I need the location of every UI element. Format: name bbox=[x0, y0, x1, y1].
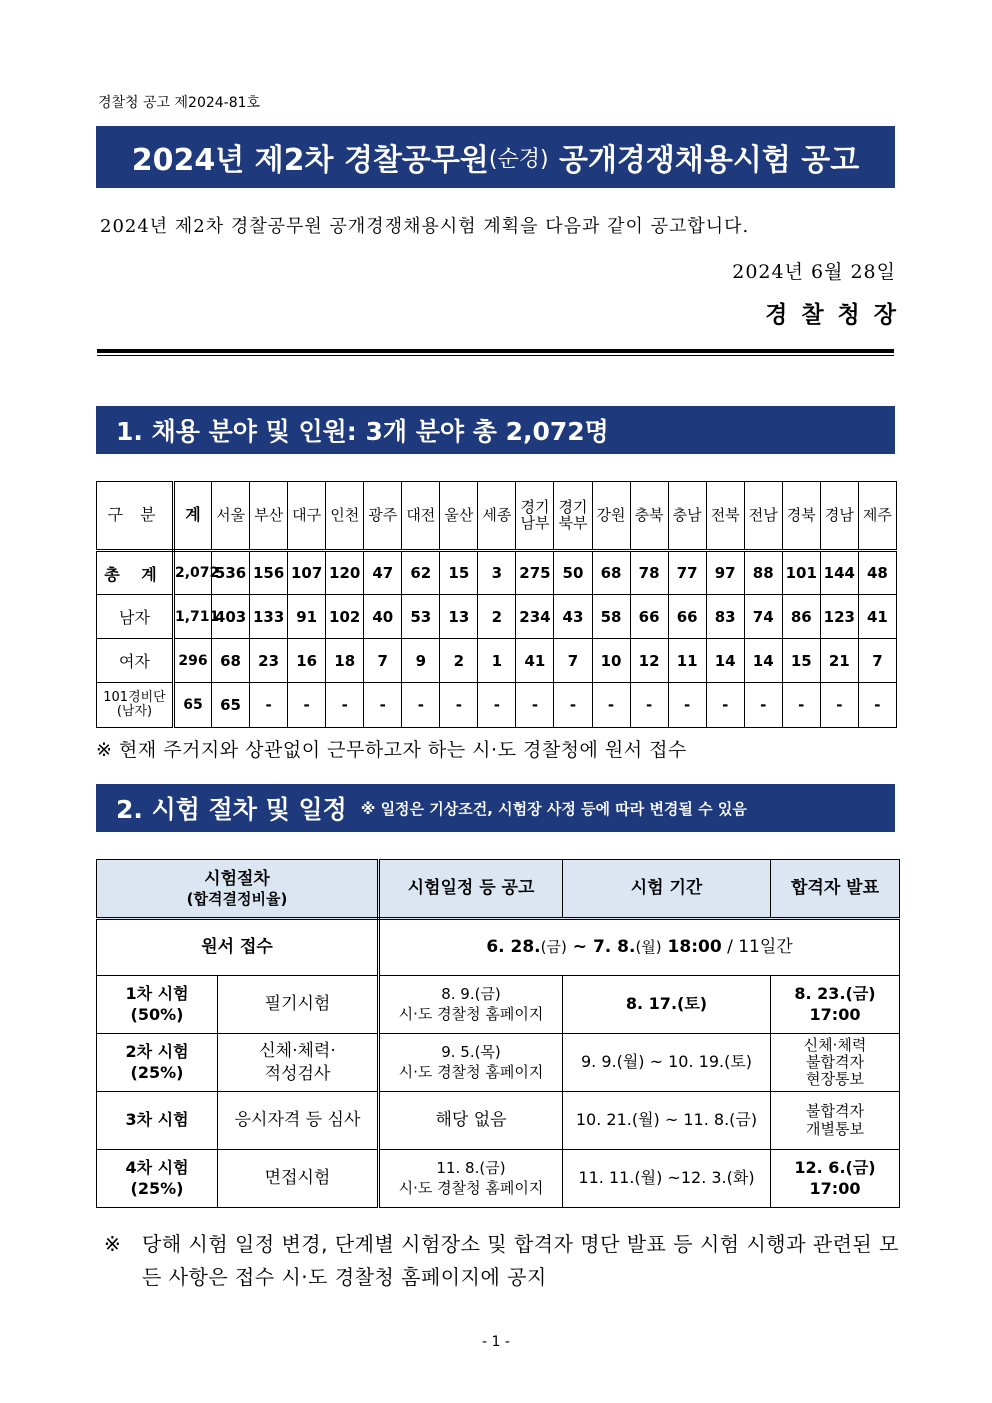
table-cell: 91 bbox=[288, 595, 326, 639]
schedule-table bbox=[96, 859, 900, 1208]
title-main-a: 2024년 제2차 경찰공무원 bbox=[131, 143, 489, 178]
table-cell: 16 bbox=[288, 639, 326, 683]
stage-label: 4차 시험 bbox=[125, 1157, 189, 1177]
table-cell: - bbox=[288, 683, 326, 728]
header-announce: 시험일정 등 공고 bbox=[379, 860, 563, 919]
stage-label: 1차 시험 bbox=[125, 983, 189, 1003]
table-cell: 65 bbox=[212, 683, 250, 728]
table-cell: 18 bbox=[326, 639, 364, 683]
table-cell: - bbox=[858, 683, 896, 728]
page-title bbox=[96, 126, 895, 188]
section1-note: ※ 현재 주거지와 상관없이 근무하고자 하는 시·도 경찰청에 원서 접수 bbox=[96, 739, 687, 761]
divider-thick bbox=[97, 349, 894, 353]
header-cell: 인천 bbox=[326, 482, 364, 551]
table-cell: - bbox=[554, 683, 592, 728]
stage-name: 응시자격 등 심사 bbox=[218, 1092, 379, 1150]
note-body: 당해 시험 일정 변경, 단계별 시험장소 및 합격자 명단 발표 등 시험 시행과 관련된 모든 사항은 접수 시·도 경찰청 홈페이지에 공지 bbox=[142, 1232, 899, 1289]
row-label: 총 계 bbox=[97, 551, 174, 595]
app-tilde: ~ bbox=[566, 937, 593, 958]
intro-text: 2024년 제2차 경찰공무원 공개경쟁채용시험 계획을 다음과 같이 공고합니다. bbox=[100, 216, 750, 237]
result-cell bbox=[771, 976, 900, 1034]
announce-cell bbox=[379, 1034, 563, 1092]
header-cell: 계 bbox=[174, 482, 212, 551]
section2-note bbox=[104, 1228, 902, 1294]
table-cell: 275 bbox=[516, 551, 554, 595]
table-cell: 21 bbox=[820, 639, 858, 683]
stage-ratio: (25%) bbox=[130, 1062, 184, 1082]
table-cell: 133 bbox=[250, 595, 288, 639]
table-cell: - bbox=[440, 683, 478, 728]
table-cell: 3 bbox=[478, 551, 516, 595]
header-cell: 서울 bbox=[212, 482, 250, 551]
table-cell: 144 bbox=[820, 551, 858, 595]
table-cell: 74 bbox=[744, 595, 782, 639]
stage-cell bbox=[97, 1092, 218, 1150]
table-cell: 12 bbox=[630, 639, 668, 683]
table-cell: 11 bbox=[668, 639, 706, 683]
header-cell: 전북 bbox=[706, 482, 744, 551]
announce-where: 시·도 경찰청 홈페이지 bbox=[398, 1004, 544, 1023]
table-cell: 50 bbox=[554, 551, 592, 595]
header-cell: 경북 bbox=[782, 482, 820, 551]
table-cell: 68 bbox=[592, 551, 630, 595]
stage-name: 면접시험 bbox=[218, 1150, 379, 1208]
table-cell: - bbox=[250, 683, 288, 728]
table-cell: 40 bbox=[364, 595, 402, 639]
stage-ratio: (50%) bbox=[130, 1004, 184, 1024]
table-cell: 78 bbox=[630, 551, 668, 595]
header-cell: 대구 bbox=[288, 482, 326, 551]
period-cell: 9. 9.(월) ~ 10. 19.(토) bbox=[563, 1034, 771, 1092]
table-cell: 7 bbox=[554, 639, 592, 683]
table-cell: 15 bbox=[440, 551, 478, 595]
table-cell: - bbox=[706, 683, 744, 728]
section1-heading: 1. 채용 분야 및 인원: 3개 분야 총 2,072명 bbox=[96, 406, 895, 454]
table-cell: 68 bbox=[212, 639, 250, 683]
section2-heading bbox=[96, 784, 895, 832]
table-cell: 83 bbox=[706, 595, 744, 639]
announce-date: 11. 8.(금) bbox=[436, 1159, 506, 1177]
table-cell: - bbox=[630, 683, 668, 728]
app-day-a: (금) bbox=[540, 938, 567, 957]
table-cell: 14 bbox=[706, 639, 744, 683]
table-cell: - bbox=[326, 683, 364, 728]
stage-ratio: (25%) bbox=[130, 1178, 184, 1198]
recruitment-table bbox=[96, 481, 897, 728]
table-cell: 156 bbox=[250, 551, 288, 595]
announce-date: 해당 없음 bbox=[435, 1110, 507, 1131]
section2-title: 2. 시험 절차 및 일정 bbox=[116, 795, 347, 824]
table-cell: 1,711 bbox=[174, 595, 212, 639]
row-label: 남자 bbox=[97, 595, 174, 639]
table-cell: 1 bbox=[478, 639, 516, 683]
table-cell: - bbox=[364, 683, 402, 728]
result-cell bbox=[771, 1150, 900, 1208]
header-cell: 강원 bbox=[592, 482, 630, 551]
header-cell: 충남 bbox=[668, 482, 706, 551]
signer: 경찰청장 bbox=[765, 301, 910, 328]
table-cell: 14 bbox=[744, 639, 782, 683]
table-cell: 43 bbox=[554, 595, 592, 639]
app-time: 18:00 bbox=[661, 937, 722, 958]
title-main-b: 공개경쟁채용시험 공고 bbox=[548, 143, 860, 178]
result-line1: 신체·체력 불합격자 현장통보 bbox=[803, 1035, 867, 1089]
stage-cell bbox=[97, 1034, 218, 1092]
notice-number: 경찰청 공고 제2024-81호 bbox=[98, 95, 261, 111]
stage-name: 필기시험 bbox=[218, 976, 379, 1034]
table-cell: 15 bbox=[782, 639, 820, 683]
title-paren: (순경) bbox=[488, 146, 549, 172]
table-cell: - bbox=[820, 683, 858, 728]
table-cell: 102 bbox=[326, 595, 364, 639]
header-procedure bbox=[97, 860, 379, 919]
stage-cell bbox=[97, 976, 218, 1034]
result-line1: 12. 6.(금) bbox=[794, 1157, 876, 1177]
row-label: 101경비단 (남자) bbox=[97, 683, 174, 728]
result-line2: 17:00 bbox=[809, 1004, 861, 1024]
table-cell: 403 bbox=[212, 595, 250, 639]
result-line1: 8. 23.(금) bbox=[794, 983, 876, 1003]
header-procedure-line2: (합격결정비율) bbox=[186, 889, 288, 908]
table-cell: 48 bbox=[858, 551, 896, 595]
table-cell: 107 bbox=[288, 551, 326, 595]
note-mark: ※ bbox=[104, 1232, 122, 1256]
table-cell: 120 bbox=[326, 551, 364, 595]
app-duration: / 11일간 bbox=[721, 937, 793, 958]
table-cell: 86 bbox=[782, 595, 820, 639]
app-date-b: 7. 8. bbox=[592, 937, 636, 958]
period-cell: 10. 21.(월) ~ 11. 8.(금) bbox=[563, 1092, 771, 1150]
table-cell: 66 bbox=[668, 595, 706, 639]
table-cell: - bbox=[516, 683, 554, 728]
divider-thin bbox=[97, 355, 894, 356]
table-cell: 101 bbox=[782, 551, 820, 595]
header-cell: 경기 북부 bbox=[554, 482, 592, 551]
table-cell: 2,072 bbox=[174, 551, 212, 595]
table-cell: - bbox=[592, 683, 630, 728]
app-date-a: 6. 28. bbox=[486, 937, 541, 958]
period-cell: 8. 17.(토) bbox=[563, 976, 771, 1034]
table-cell: 88 bbox=[744, 551, 782, 595]
table-cell: - bbox=[782, 683, 820, 728]
result-line2: 17:00 bbox=[809, 1178, 861, 1198]
stage-label: 2차 시험 bbox=[125, 1041, 189, 1061]
table-cell: 2 bbox=[440, 639, 478, 683]
table-cell: 234 bbox=[516, 595, 554, 639]
header-cell: 전남 bbox=[744, 482, 782, 551]
table-cell: 13 bbox=[440, 595, 478, 639]
header-cell: 제주 bbox=[858, 482, 896, 551]
table-cell: 41 bbox=[858, 595, 896, 639]
result-line1: 불합격자 개별통보 bbox=[806, 1102, 864, 1138]
stage-name: 신체·체력· 적성검사 bbox=[218, 1034, 379, 1092]
header-procedure-line1: 시험절차 bbox=[204, 868, 270, 889]
stage-label: 3차 시험 bbox=[125, 1110, 189, 1130]
table-cell: - bbox=[478, 683, 516, 728]
table-cell: 10 bbox=[592, 639, 630, 683]
table-cell: 9 bbox=[402, 639, 440, 683]
app-day-b: (월) bbox=[635, 938, 662, 957]
header-cell: 울산 bbox=[440, 482, 478, 551]
table-cell: 53 bbox=[402, 595, 440, 639]
announce-cell bbox=[379, 1092, 563, 1150]
application-label: 원서 접수 bbox=[97, 919, 379, 976]
header-cell: 경남 bbox=[820, 482, 858, 551]
announcement-date: 2024년 6월 28일 bbox=[732, 261, 896, 283]
table-cell: 2 bbox=[478, 595, 516, 639]
header-period: 시험 기간 bbox=[563, 860, 771, 919]
row-label: 여자 bbox=[97, 639, 174, 683]
announce-cell bbox=[379, 1150, 563, 1208]
table-cell: 23 bbox=[250, 639, 288, 683]
table-cell: 296 bbox=[174, 639, 212, 683]
page-number: - 1 - bbox=[482, 1334, 510, 1350]
header-cell-category: 구 분 bbox=[97, 482, 174, 551]
section2-subtitle: ※ 일정은 기상조건, 시험장 사정 등에 따라 변경될 수 있음 bbox=[360, 799, 747, 818]
table-cell: 536 bbox=[212, 551, 250, 595]
table-cell: 47 bbox=[364, 551, 402, 595]
result-cell bbox=[771, 1034, 900, 1092]
table-cell: - bbox=[744, 683, 782, 728]
period-cell: 11. 11.(월) ~12. 3.(화) bbox=[563, 1150, 771, 1208]
table-cell: 97 bbox=[706, 551, 744, 595]
table-cell: - bbox=[668, 683, 706, 728]
stage-cell bbox=[97, 1150, 218, 1208]
announce-where: 시·도 경찰청 홈페이지 bbox=[398, 1178, 544, 1197]
header-result: 합격자 발표 bbox=[771, 860, 900, 919]
table-cell: 77 bbox=[668, 551, 706, 595]
header-cell: 부산 bbox=[250, 482, 288, 551]
announce-date: 8. 9.(금) bbox=[441, 985, 501, 1003]
table-cell: 65 bbox=[174, 683, 212, 728]
header-cell: 경기 남부 bbox=[516, 482, 554, 551]
header-cell: 대전 bbox=[402, 482, 440, 551]
table-cell: 123 bbox=[820, 595, 858, 639]
table-cell: 58 bbox=[592, 595, 630, 639]
header-cell: 세종 bbox=[478, 482, 516, 551]
result-cell bbox=[771, 1092, 900, 1150]
table-cell: 41 bbox=[516, 639, 554, 683]
announce-date: 9. 5.(목) bbox=[441, 1043, 501, 1061]
table-cell: 66 bbox=[630, 595, 668, 639]
table-cell: - bbox=[402, 683, 440, 728]
table-cell: 7 bbox=[858, 639, 896, 683]
header-cell: 광주 bbox=[364, 482, 402, 551]
application-period bbox=[379, 919, 900, 976]
announce-cell bbox=[379, 976, 563, 1034]
table-cell: 62 bbox=[402, 551, 440, 595]
table-cell: 7 bbox=[364, 639, 402, 683]
header-cell: 충북 bbox=[630, 482, 668, 551]
announce-where: 시·도 경찰청 홈페이지 bbox=[398, 1062, 544, 1081]
